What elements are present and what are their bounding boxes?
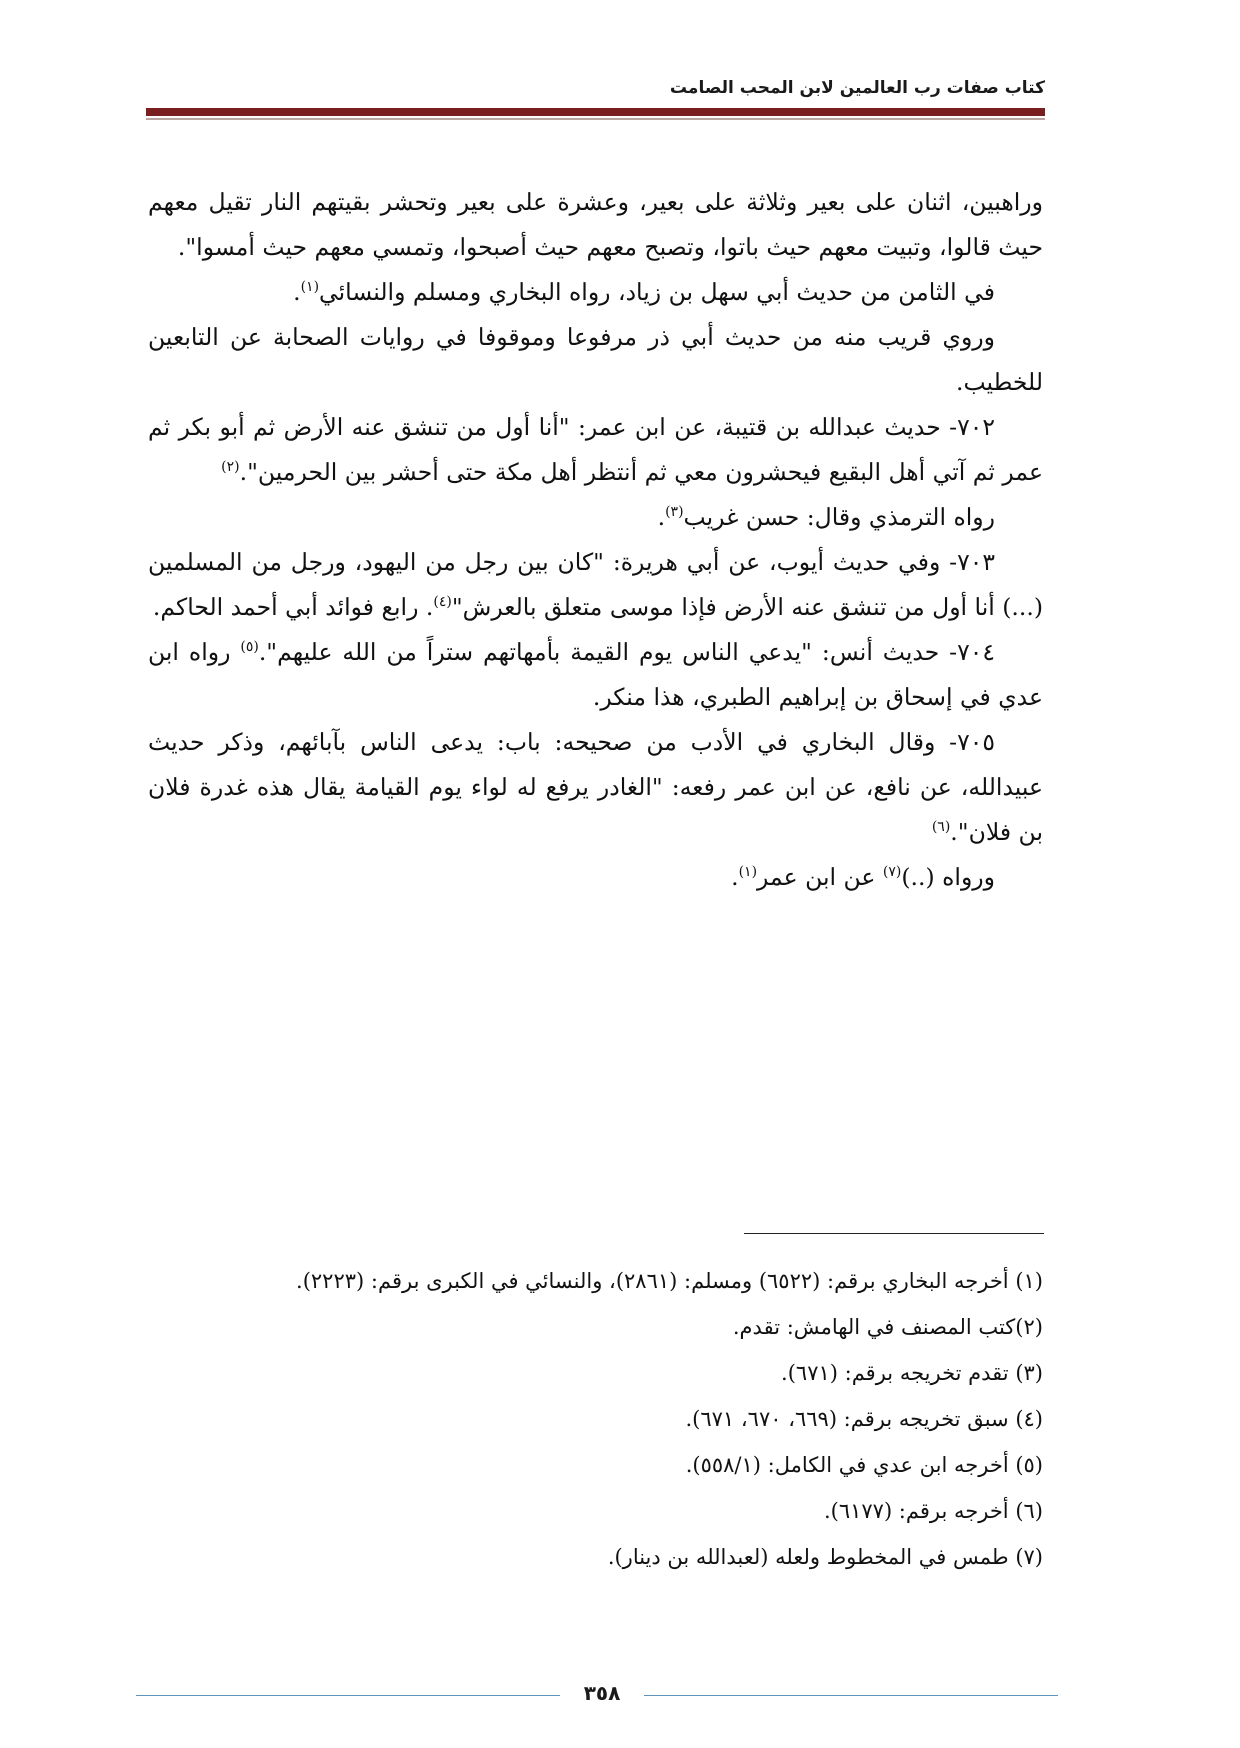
footnote-reference[interactable]: (٥) (240, 639, 259, 656)
paragraph: وروي قريب منه من حديث أبي ذر مرفوعا وموقوفا في روايات الصحابة عن التابعين للخطيب. (148, 323, 1043, 396)
footnote-reference[interactable]: (٤) (433, 594, 452, 611)
footnote-item: (١) أخرجه البخاري برقم: (٦٥٢٢) ومسلم: (٢٨٦١)، والنسائي في الكبرى برقم: (٢٢٢٣). (296, 1269, 1043, 1293)
paragraph-text: رواه ابن عدي في إسحاق بن إبراهيم الطبري، هذا منكر. (148, 638, 1043, 711)
footnote-separator (744, 1233, 1044, 1234)
footnote-reference[interactable]: (٣) (665, 504, 684, 521)
paragraph-text: ٧٠٤- حديث أنس: "يدعي الناس يوم القيمة بأمهاتهم ستراً من الله عليهم". (258, 638, 995, 666)
footnote-item: (٣) تقدم تخريجه برقم: (٦٧١). (781, 1361, 1043, 1385)
paragraph-text: ٧٠٥- وقال البخاري في الأدب من صحيحه: باب: يدعى الناس بآبائهم، وذكر حديث عبيدالله، عن نافع، عن ابن عمر رفعه: "الغادر يرفع له لواء يوم القيامة يقال هذه غدرة فلان بن فلان". (148, 728, 1043, 846)
page-number: ٣٥٨ (583, 1681, 621, 1705)
footnote-item: (٦) أخرجه برقم: (٦١٧٧). (823, 1499, 1043, 1523)
paragraph-text: . (731, 863, 739, 891)
paragraph-text: . رابع فوائد أبي أحمد الحاكم. (152, 593, 434, 621)
paragraph-text: عن ابن عمر (757, 863, 883, 891)
paragraph-text: ٧٠٢- حديث عبدالله بن قتيبة، عن ابن عمر: "أنا أول من تنشق عنه الأرض ثم أبو بكر ثم عمر ثم آتي أهل البقيع فيحشرون معي ثم أنتظر أهل مكة حتى أحشر بين الحرمين". (148, 413, 1043, 486)
footer-rule (136, 1695, 560, 1696)
footnote-item: (٥) أخرجه ابن عدي في الكامل: (٥٥٨/١). (685, 1453, 1043, 1477)
paragraph-text: ورواه (..) (901, 863, 995, 891)
paragraph-text: في الثامن من حديث أبي سهل بن زياد، رواه البخاري ومسلم والنسائي (319, 278, 995, 306)
hadith-705 (148, 720, 1043, 855)
running-header-title: كتاب صفات رب العالمين لابن المحب الصامت (669, 78, 1045, 98)
header-rule (146, 108, 1045, 116)
paragraph-text: . (293, 278, 301, 306)
paragraph (148, 855, 1043, 900)
paragraph: وراهبين، اثنان على بعير وثلاثة على بعير، وعشرة على بعير وتحشر بقيتهم النار تقيل معهم حيث قالوا، وتبيت معهم حيث باتوا، وتصبح معهم حيث أصبحوا، وتمسي معهم حيث أمسوا". (148, 188, 1043, 261)
footnote-item: (٤) سبق تخريجه برقم: (٦٦٩، ٦٧٠، ٦٧١). (685, 1407, 1043, 1431)
paragraph (148, 270, 1043, 315)
hadith-704 (148, 630, 1043, 720)
hadith-702 (148, 405, 1043, 495)
footnote-reference[interactable]: (٦) (931, 819, 951, 836)
hadith-703 (148, 540, 1043, 630)
header-rule-secondary (146, 118, 1045, 120)
footnote-reference[interactable]: (٢) (221, 459, 240, 476)
footnote-item: (٧) طمس في المخطوط ولعله (لعبدالله بن دينار). (607, 1545, 1043, 1569)
footnotes (148, 1258, 1043, 1580)
paragraph-text: رواه الترمذي وقال: حسن غريب (683, 503, 995, 531)
footnote-reference[interactable]: (٧) (882, 864, 902, 881)
paragraph (148, 495, 1043, 540)
paragraph-text: ٧٠٣- وفي حديث أيوب، عن أبي هريرة: "كان بين رجل من اليهود، ورجل من المسلمين (...) أنا أول من تنشق عنه الأرض فإذا موسى متعلق بالعرش" (148, 548, 1043, 621)
footnote-item: (٢)كتب المصنف في الهامش: تقدم. (732, 1315, 1043, 1339)
paragraph-text: . (657, 503, 666, 531)
footnote-reference[interactable]: (١) (300, 279, 320, 296)
body-text (148, 180, 1043, 900)
footer-rule (644, 1695, 1058, 1696)
footnote-reference[interactable]: (١) (738, 864, 758, 881)
